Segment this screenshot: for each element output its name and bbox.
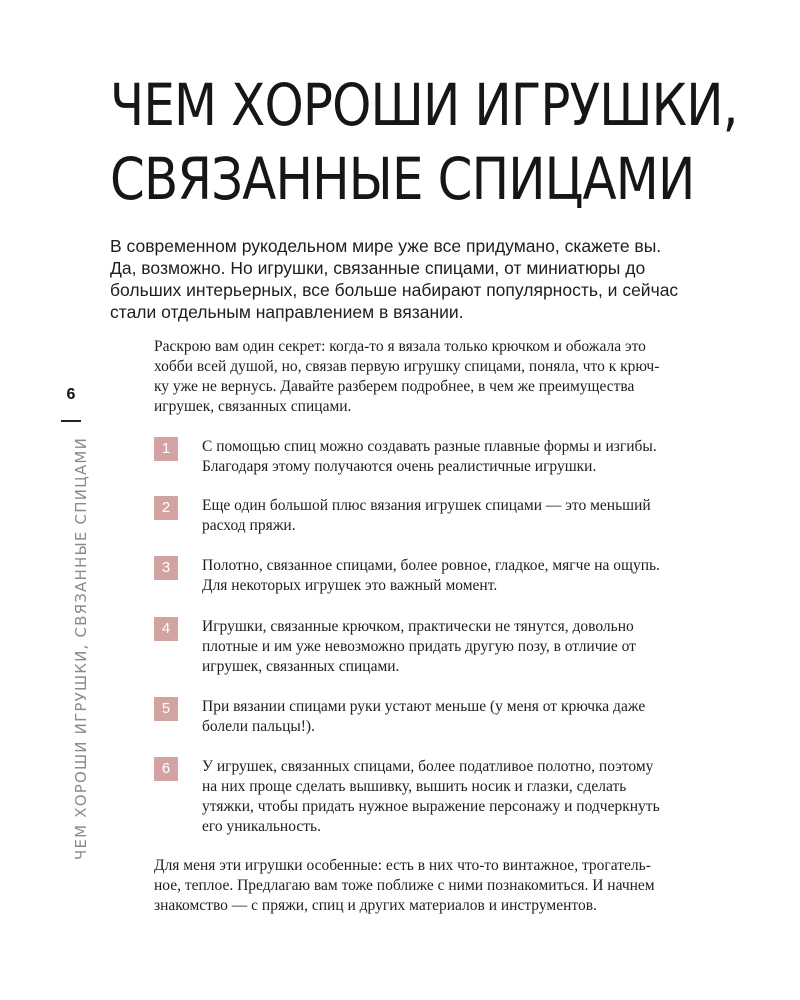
list-item-text	[202, 697, 762, 737]
list-line: При вязании спицами руки устают меньше (у меня от крючка даже	[202, 698, 646, 715]
intro-line: хобби всей душой, но, связав первую игрушку спицами, поняла, что к крюч-	[154, 358, 660, 375]
list-line: Полотно, связанное спицами, более ровное, гладкое, мягче на ощупь.	[202, 557, 660, 574]
list-item-text	[202, 556, 762, 596]
lead-line: В современном рукодельном мире уже все придумано, скажете вы.	[110, 236, 662, 256]
page-title	[110, 68, 738, 216]
intro-line: Раскрою вам один секрет: когда-то я вязала только крючком и обожала это	[154, 338, 646, 355]
lead-line: больших интерьерных, все больше набирают популярность, и сейчас	[110, 280, 679, 300]
title-line: ЧЕМ ХОРОШИ ИГРУШКИ,	[110, 71, 738, 139]
list-line: утяжки, чтобы придать нужное выражение персонажу и подчеркнуть	[202, 798, 660, 815]
lead-paragraph	[110, 235, 750, 323]
closing-paragraph	[154, 856, 754, 916]
list-line: Для некоторых игрушек это важный момент.	[202, 577, 498, 594]
list-line: Игрушки, связанные крючком, практически не тянутся, довольно	[202, 618, 634, 635]
list-line: его уникальность.	[202, 818, 321, 835]
list-line: У игрушек, связанных спицами, более податливое полотно, поэтому	[202, 758, 654, 775]
intro-line: ку уже не вернусь. Давайте разберем подробнее, в чем же преимущества	[154, 378, 635, 395]
list-line: плотные и им уже невозможно придать другую позу, в отличие от	[202, 638, 636, 655]
number-badge: 3	[154, 556, 178, 580]
outro-line: Для меня эти игрушки особенные: есть в них что-то винтажное, трогатель-	[154, 857, 651, 874]
number-badge: 1	[154, 437, 178, 461]
page-number: 6	[66, 386, 76, 403]
list-line: расход пряжи.	[202, 517, 296, 534]
lead-line: стали отдельным направлением в вязании.	[110, 302, 464, 322]
list-line: С помощью спиц можно создавать разные плавные формы и изгибы.	[202, 438, 657, 455]
title-line: СВЯЗАННЫЕ СПИЦАМИ	[110, 145, 695, 213]
list-line: на них проще сделать вышивку, вышить носик и глазки, сделать	[202, 778, 627, 795]
number-badge: 4	[154, 617, 178, 641]
list-item-text	[202, 437, 762, 477]
list-item-text	[202, 757, 762, 837]
intro-paragraph	[154, 337, 754, 417]
outro-line: знакомство — с пряжи, спиц и других материалов и инструментов.	[154, 897, 597, 914]
list-line: Еще один большой плюс вязания игрушек спицами — это меньший	[202, 497, 651, 514]
number-badge: 6	[154, 757, 178, 781]
page-number-rule	[61, 420, 81, 422]
list-item-text	[202, 496, 762, 536]
list-line: игрушек, связанных спицами.	[202, 658, 400, 675]
list-item-text	[202, 617, 762, 677]
number-badge: 5	[154, 697, 178, 721]
lead-line: Да, возможно. Но игрушки, связанные спицами, от миниатюры до	[110, 258, 646, 278]
list-line: болели пальцы!).	[202, 718, 315, 735]
intro-line: игрушек, связанных спицами.	[154, 398, 352, 415]
running-head: ЧЕМ ХОРОШИ ИГРУШКИ, СВЯЗАННЫЕ СПИЦАМИ	[72, 437, 90, 860]
number-badge: 2	[154, 496, 178, 520]
outro-line: ное, теплое. Предлагаю вам тоже поближе с ними познакомиться. И начнем	[154, 877, 655, 894]
list-line: Благодаря этому получаются очень реалистичные игрушки.	[202, 458, 597, 475]
